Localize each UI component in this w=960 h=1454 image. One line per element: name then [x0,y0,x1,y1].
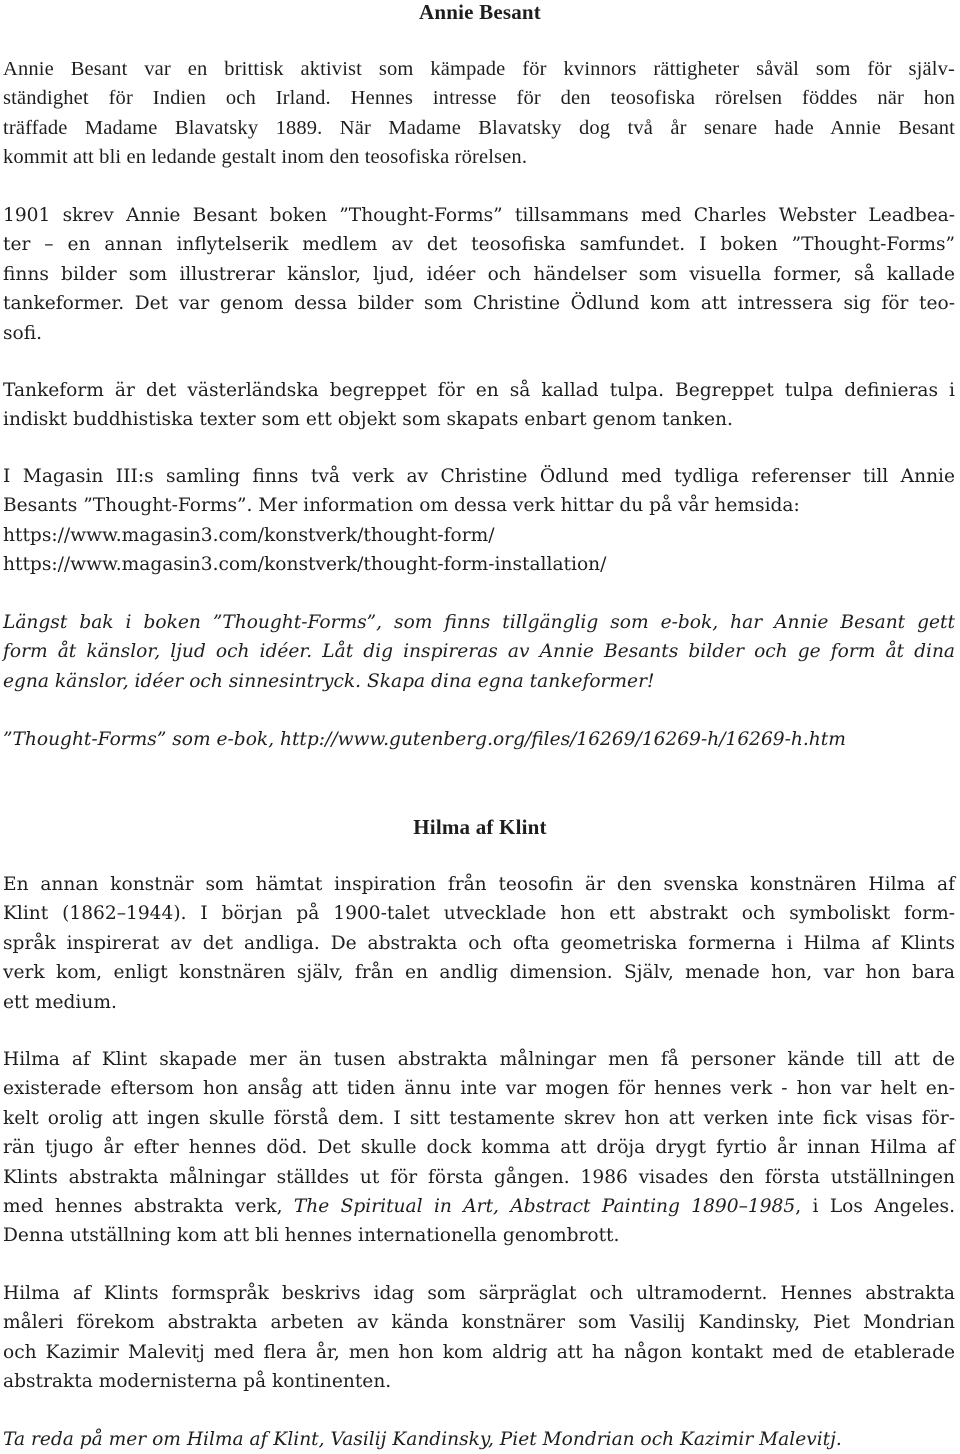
paragraph-thought-forms [3,201,955,348]
text-line: form åt känslor, ljud och idéer. Låt dig inspireras av Annie Besants bilder och ge form åt dina [3,641,955,663]
ebook-reference [3,725,955,754]
text-line: Hilma af Klint skapade mer än tusen abstrakta målningar men få personer kände till att de [3,1049,955,1070]
link-thought-form[interactable]: https://www.magasin3.com/konstverk/thought-form/ [3,524,495,546]
text-line: finns bilder som illustrerar känslor, ljud, idéer och händelser som visuella former, så kallade [3,263,955,285]
text-line: språk inspirerat av det andliga. De abstrakta och ofta geometriska formerna i Hilma af Klints [3,932,955,954]
text-line: ter – en annan inflytelserik medlem av det teosofiska samfundet. I boken ”Thought-Forms” [3,234,955,256]
paragraph-tulpa [3,376,955,435]
text-line: 1901 skrev Annie Besant boken ”Thought-Forms” tillsammans med Charles Webster Leadbea- [3,205,955,226]
text-line: Längst bak i boken ”Thought-Forms”, som finns tillgänglig som e-bok, har Annie Besant gett [3,612,955,633]
text-line: Ta reda på mer om Hilma af Klint, Vasilij Kandinsky, Piet Mondrian och Kazimir Malevitj. [3,1429,842,1450]
text-line: verk kom, enligt konstnären själv, från en andlig dimension. Själv, menade hon, var hon bara [3,962,955,984]
paragraph-ebook-invitation [3,608,955,696]
closing-prompt [3,1425,955,1454]
section-heading-annie-besant: Annie Besant [418,0,541,24]
text-line: Besants ”Thought-Forms”. Mer information om dessa verk hittar du på vår hemsida: [3,495,800,517]
paragraph-klint-style [3,1279,955,1397]
text-line: Denna utställning kom att bli hennes internationella genombrott. [3,1225,620,1247]
text-line: ständighet för Indien och Irland. Hennes intresse för den teosofiska rörelsen föddes när hon [3,87,955,110]
text-line: Hilma af Klints formspråk beskrivs idag som särpräglat och ultramodernt. Hennes abstrakta [3,1283,955,1304]
text-line: Tankeform är det västerländska begreppet för en så kallad tulpa. Begreppet tulpa definieras i [3,380,955,401]
paragraph-klint-intro [3,870,955,1017]
text-line: och Kazimir Malevitj med flera år, men hon kom aldrig att ha någon kontakt med de etablerade [3,1341,955,1363]
paragraph-besant-intro [3,55,955,173]
exhibition-title: The Spiritual in Art, Abstract Painting 1890–1985 [293,1196,796,1218]
text-line [3,1192,955,1221]
text-line: träffade Madame Blavatsky 1889. När Madame Blavatsky dog två år senare hade Annie Besant [3,116,955,139]
text-line: kelt orolig att ingen skulle förstå dem. I sitt testamente skrev hon att verken inte fick visas för- [3,1107,955,1129]
text-line: måleri förekom abstrakta arbeten av kända konstnärer som Vasilij Kandinsky, Piet Mondrian [3,1312,955,1334]
text-line: Klint (1862–1944). I början på 1900-talet utvecklade hon ett abstrakt och symboliskt form- [3,903,955,925]
text-segment: , i Los Angeles. [795,1196,955,1218]
text-line: En annan konstnär som hämtat inspiration från teosofin är den svenska konstnären Hilma af [3,874,955,895]
text-line: I Magasin III:s samling finns två verk av Christine Ödlund med tydliga referenser till Annie [3,466,955,487]
paragraph-klint-works [3,1045,955,1251]
link-gutenberg-ebook[interactable]: ”Thought-Forms” som e-bok, http://www.gutenberg.org/files/16269/16269-h/16269-h.htm [3,729,846,750]
text-line: Klints abstrakta målningar ställdes ut för första gången. 1986 visades den första utställningen [3,1166,955,1188]
text-line: rän tjugo år efter hennes död. Det skulle dock komma att dröja drygt fyrtio år innan Hilma af [3,1137,955,1159]
text-segment: med hennes abstrakta verk, [3,1196,294,1218]
text-line: egna känslor, idéer och sinnesintryck. Skapa dina egna tankeformer! [3,670,655,692]
text-line: abstrakta modernisterna på kontinenten. [3,1371,392,1393]
link-thought-form-installation[interactable]: https://www.magasin3.com/konstverk/thought-form-installation/ [3,554,607,576]
text-line: indiskt buddhistiska texter som ett objekt som skapats enbart genom tanken. [3,409,733,431]
paragraph-magasin-collection [3,462,955,580]
text-line: existerade eftersom hon ansåg att tiden ännu inte var mogen för hennes verk - hon var helt en- [3,1078,955,1100]
text-line: sofi. [3,322,43,344]
text-line: ett medium. [3,991,117,1013]
text-line: kommit att bli en ledande gestalt inom den teosofiska rörelsen. [3,146,528,169]
section-heading-hilma-af-klint: Hilma af Klint [413,815,547,839]
text-line: Annie Besant var en brittisk aktivist som kämpade för kvinnors rättigheter såväl som för själv- [3,58,955,80]
text-line: tankeformer. Det var genom dessa bilder som Christine Ödlund kom att intressera sig för teo- [3,293,955,315]
